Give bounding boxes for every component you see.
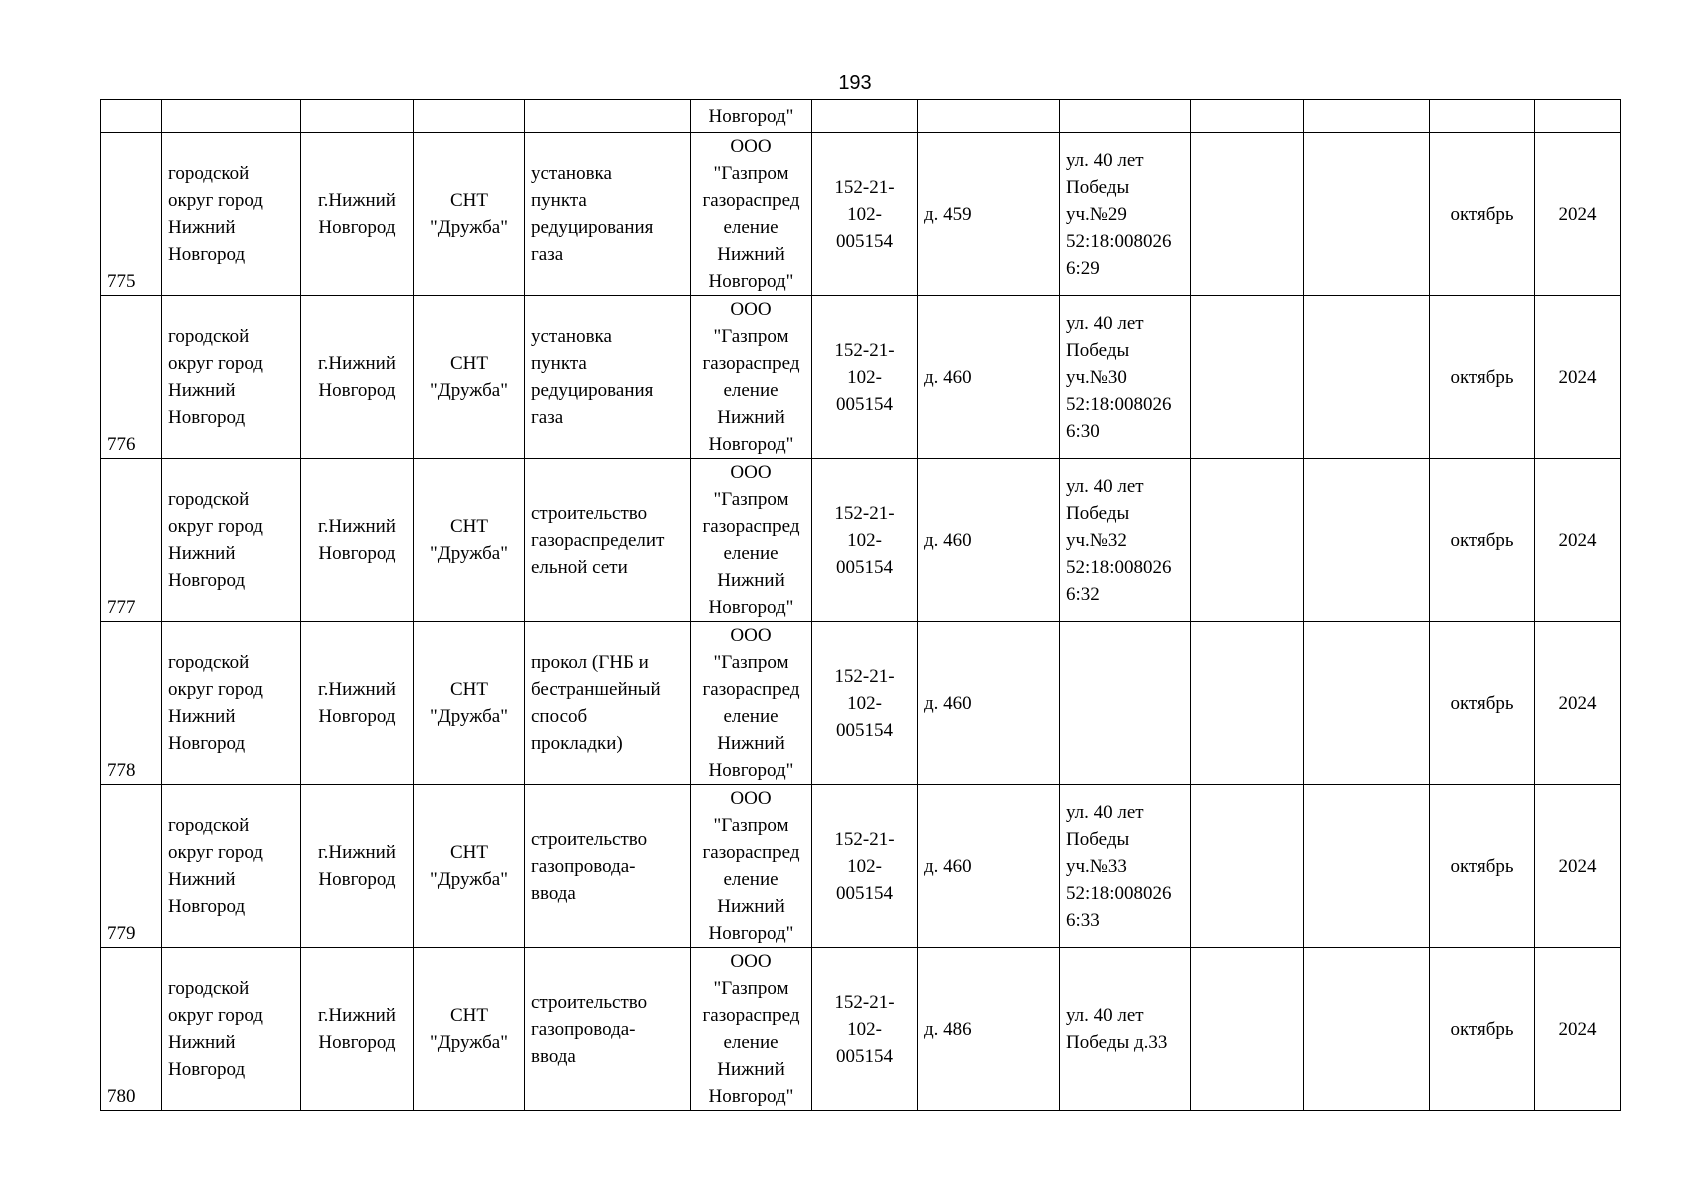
table-cell	[162, 100, 301, 133]
code-cell: 152-21- 102- 005154	[812, 133, 918, 296]
table-cell	[1191, 296, 1304, 459]
settlement-cell: г.Нижний Новгород	[301, 296, 414, 459]
object-cell: СНТ "Дружба"	[414, 785, 525, 948]
municipality-cell: городской округ город Нижний Новгород	[162, 296, 301, 459]
work-type-cell: установка пункта редуцирования газа	[525, 133, 691, 296]
year-cell: 2024	[1535, 459, 1621, 622]
table-cell	[1191, 622, 1304, 785]
municipality-cell: городской округ город Нижний Новгород	[162, 785, 301, 948]
table-cell	[414, 100, 525, 133]
house-cell: д. 486	[918, 948, 1060, 1111]
municipality-cell: городской округ город Нижний Новгород	[162, 948, 301, 1111]
address-cell: ул. 40 лет Победы уч.№33 52:18:008026 6:33	[1060, 785, 1191, 948]
organization-cell: ООО "Газпром газораспред еление Нижний Новгород"	[691, 459, 812, 622]
month-cell: октябрь	[1430, 785, 1535, 948]
table-cell	[1191, 100, 1304, 133]
table-row	[101, 622, 1621, 785]
table-cell	[1191, 459, 1304, 622]
month-cell: октябрь	[1430, 296, 1535, 459]
table-row	[101, 296, 1621, 459]
code-cell: 152-21- 102- 005154	[812, 459, 918, 622]
organization-cell: ООО "Газпром газораспред еление Нижний Новгород"	[691, 785, 812, 948]
year-cell: 2024	[1535, 296, 1621, 459]
address-cell: ул. 40 лет Победы уч.№32 52:18:008026 6:32	[1060, 459, 1191, 622]
object-cell: СНТ "Дружба"	[414, 622, 525, 785]
code-cell: 152-21- 102- 005154	[812, 622, 918, 785]
object-cell: СНТ "Дружба"	[414, 133, 525, 296]
address-cell	[1060, 622, 1191, 785]
table-cell	[1060, 100, 1191, 133]
row-number-cell: 776	[101, 296, 162, 459]
municipality-cell: городской округ город Нижний Новгород	[162, 133, 301, 296]
row-number-cell: 779	[101, 785, 162, 948]
register-table	[100, 99, 1621, 1111]
row-number-cell: 778	[101, 622, 162, 785]
table-row	[101, 133, 1621, 296]
table-row	[101, 785, 1621, 948]
table-cell	[1191, 948, 1304, 1111]
table-cell	[1304, 785, 1430, 948]
work-type-cell: установка пункта редуцирования газа	[525, 296, 691, 459]
organization-cell: Новгород"	[691, 100, 812, 133]
month-cell: октябрь	[1430, 133, 1535, 296]
table-cell	[918, 100, 1060, 133]
row-number-cell: 777	[101, 459, 162, 622]
table-cell	[1535, 100, 1621, 133]
settlement-cell: г.Нижний Новгород	[301, 133, 414, 296]
year-cell: 2024	[1535, 133, 1621, 296]
address-cell: ул. 40 лет Победы уч.№29 52:18:008026 6:29	[1060, 133, 1191, 296]
table-row	[101, 948, 1621, 1111]
address-cell: ул. 40 лет Победы уч.№30 52:18:008026 6:30	[1060, 296, 1191, 459]
table-cell	[1304, 459, 1430, 622]
house-cell: д. 460	[918, 296, 1060, 459]
organization-cell: ООО "Газпром газораспред еление Нижний Новгород"	[691, 948, 812, 1111]
organization-cell: ООО "Газпром газораспред еление Нижний Новгород"	[691, 133, 812, 296]
object-cell: СНТ "Дружба"	[414, 948, 525, 1111]
table-cell	[101, 100, 162, 133]
code-cell: 152-21- 102- 005154	[812, 296, 918, 459]
code-cell: 152-21- 102- 005154	[812, 948, 918, 1111]
table-cell	[1304, 622, 1430, 785]
table-cell	[1304, 133, 1430, 296]
page-number: 193	[838, 72, 872, 94]
house-cell: д. 460	[918, 459, 1060, 622]
table-cell	[812, 100, 918, 133]
settlement-cell: г.Нижний Новгород	[301, 459, 414, 622]
table-row	[101, 459, 1621, 622]
table-cell	[1304, 100, 1430, 133]
object-cell: СНТ "Дружба"	[414, 296, 525, 459]
month-cell: октябрь	[1430, 948, 1535, 1111]
settlement-cell: г.Нижний Новгород	[301, 622, 414, 785]
house-cell: д. 459	[918, 133, 1060, 296]
municipality-cell: городской округ город Нижний Новгород	[162, 622, 301, 785]
organization-cell: ООО "Газпром газораспред еление Нижний Новгород"	[691, 296, 812, 459]
object-cell: СНТ "Дружба"	[414, 459, 525, 622]
code-cell: 152-21- 102- 005154	[812, 785, 918, 948]
address-cell: ул. 40 лет Победы д.33	[1060, 948, 1191, 1111]
year-cell: 2024	[1535, 785, 1621, 948]
table-cell	[1304, 948, 1430, 1111]
work-type-cell: строительство газораспределит ельной сети	[525, 459, 691, 622]
work-type-cell: строительство газопровода- ввода	[525, 948, 691, 1111]
table-cell	[1191, 785, 1304, 948]
month-cell: октябрь	[1430, 459, 1535, 622]
row-number-cell: 775	[101, 133, 162, 296]
month-cell: октябрь	[1430, 622, 1535, 785]
table-cell	[1430, 100, 1535, 133]
table-cell	[525, 100, 691, 133]
organization-cell: ООО "Газпром газораспред еление Нижний Новгород"	[691, 622, 812, 785]
work-type-cell: прокол (ГНБ и бестраншейный способ прокладки)	[525, 622, 691, 785]
year-cell: 2024	[1535, 948, 1621, 1111]
house-cell: д. 460	[918, 785, 1060, 948]
row-number-cell: 780	[101, 948, 162, 1111]
municipality-cell: городской округ город Нижний Новгород	[162, 459, 301, 622]
work-type-cell: строительство газопровода- ввода	[525, 785, 691, 948]
table-cell	[301, 100, 414, 133]
year-cell: 2024	[1535, 622, 1621, 785]
settlement-cell: г.Нижний Новгород	[301, 785, 414, 948]
house-cell: д. 460	[918, 622, 1060, 785]
continuation-row	[101, 100, 1621, 133]
settlement-cell: г.Нижний Новгород	[301, 948, 414, 1111]
table-cell	[1304, 296, 1430, 459]
table-cell	[1191, 133, 1304, 296]
